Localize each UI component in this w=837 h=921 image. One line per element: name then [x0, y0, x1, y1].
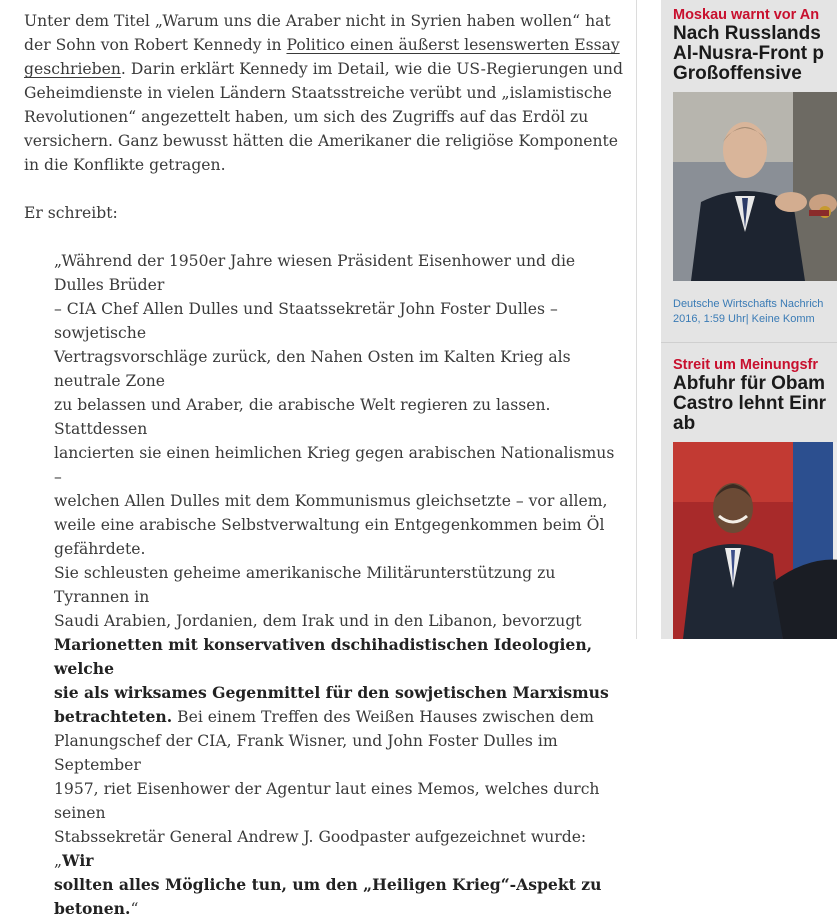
quote-line: lancierten sie einen heimlichen Krieg gegen arabischen Nationalismus –: [54, 444, 615, 486]
quote-line: welchen Allen Dulles mit dem Kommunismus gleichsetzte – vor allem,: [54, 492, 608, 510]
lead-in-paragraph: Er schreibt:: [24, 204, 118, 222]
quote-bold-line: betonen.: [54, 899, 131, 918]
intro-text-cont: . Darin erklärt Kennedy im Detail, wie die US-Regierungen und Geheimdienste in vielen Ländern Staatsstreiche verübt und „islamistische Revolutionen“ angezettelt haben, um sich des Zugriffs auf das Erdöl zu versichern. Ganz bewusst hätten die Amerikaner die religiöse Komponente in die Konflikte getragen.: [24, 60, 623, 174]
card-image-putin[interactable]: [673, 92, 837, 281]
quote-bold-line: sie als wirksames Gegenmittel für den sowjetischen Marxismus: [54, 683, 609, 702]
quote-bold-line: Marionetten mit konservativen dschihadistischen Ideologien, welche: [54, 635, 593, 678]
card-meta-line[interactable]: 2016, 1:59 Uhr| Keine Komm: [673, 313, 815, 325]
quote-bold-line: betrachteten.: [54, 707, 173, 726]
card-kicker[interactable]: Moskau warnt vor An: [673, 7, 820, 23]
quote-line: 1957, riet Eisenhower der Agentur laut eines Memos, welches durch seinen: [54, 780, 600, 822]
headline-line[interactable]: ab: [673, 413, 696, 434]
quote-line: „Während der 1950er Jahre wiesen Präsident Eisenhower und die Dulles Brüder: [54, 252, 576, 294]
quote-line: Stabssekretär General Andrew J. Goodpaster aufgezeichnet wurde: „: [54, 828, 587, 870]
sidebar-card[interactable]: [673, 356, 837, 434]
article-body: [24, 9, 624, 921]
headline-line[interactable]: Al-Nusra-Front p: [673, 43, 824, 64]
card-divider: [661, 342, 837, 343]
headline-line[interactable]: Castro lehnt Einr: [673, 393, 827, 414]
headline-line[interactable]: Abfuhr für Obam: [673, 373, 825, 394]
column-divider: [636, 0, 637, 639]
quote-line: Sie schleusten geheime amerikanische Militärunterstützung zu Tyrannen in: [54, 564, 556, 606]
intro-text: Unter dem Titel „Warum uns die Araber nicht in Syrien haben wollen“ hat der Sohn von Robert Kennedy in: [24, 12, 611, 54]
quote-line: Planungschef der CIA, Frank Wisner, und John Foster Dulles im September: [54, 732, 558, 774]
news-photo: [673, 92, 837, 281]
politico-essay-link[interactable]: Politico einen äußerst lesenswerten Essay geschrieben: [24, 36, 620, 78]
headline-line[interactable]: Großoffensive: [673, 63, 802, 84]
headline-line[interactable]: Nach Russlands: [673, 23, 821, 44]
quote-bold-line: sollten alles Mögliche tun, um den „Heiligen Krieg“-Aspekt zu: [54, 875, 602, 894]
sidebar-card[interactable]: [673, 6, 837, 84]
quote-close: “: [130, 900, 139, 918]
quote-line: – CIA Chef Allen Dulles und Staatssekretär John Foster Dulles – sowjetische: [54, 300, 558, 342]
quote-line: weile eine arabische Selbstverwaltung ein Entgegenkommen beim Öl gefährdete.: [54, 516, 605, 558]
card-meta: [673, 297, 837, 327]
quote-line: Vertragsvorschläge zurück, den Nahen Osten im Kalten Krieg als neutrale Zone: [54, 348, 571, 390]
intro-paragraph: [24, 9, 624, 177]
card-image-obama[interactable]: [673, 442, 837, 639]
quote-line: Bei einem Treffen des Weißen Hauses zwischen dem: [172, 708, 594, 726]
card-headline[interactable]: [673, 24, 837, 84]
card-kicker[interactable]: Streit um Meinungsfr: [673, 357, 819, 373]
card-meta-line[interactable]: Deutsche Wirtschafts Nachrich: [673, 298, 824, 310]
news-photo: [673, 442, 837, 639]
quote-line: Saudi Arabien, Jordanien, dem Irak und in den Libanon, bevorzugt: [54, 612, 582, 630]
quote-line: zu belassen und Araber, die arabische Welt regieren zu lassen. Stattdessen: [54, 396, 551, 438]
card-headline[interactable]: [673, 374, 837, 434]
quote-bold-line: Wir: [62, 851, 94, 870]
sidebar: [661, 0, 837, 639]
blockquote: [54, 249, 624, 921]
